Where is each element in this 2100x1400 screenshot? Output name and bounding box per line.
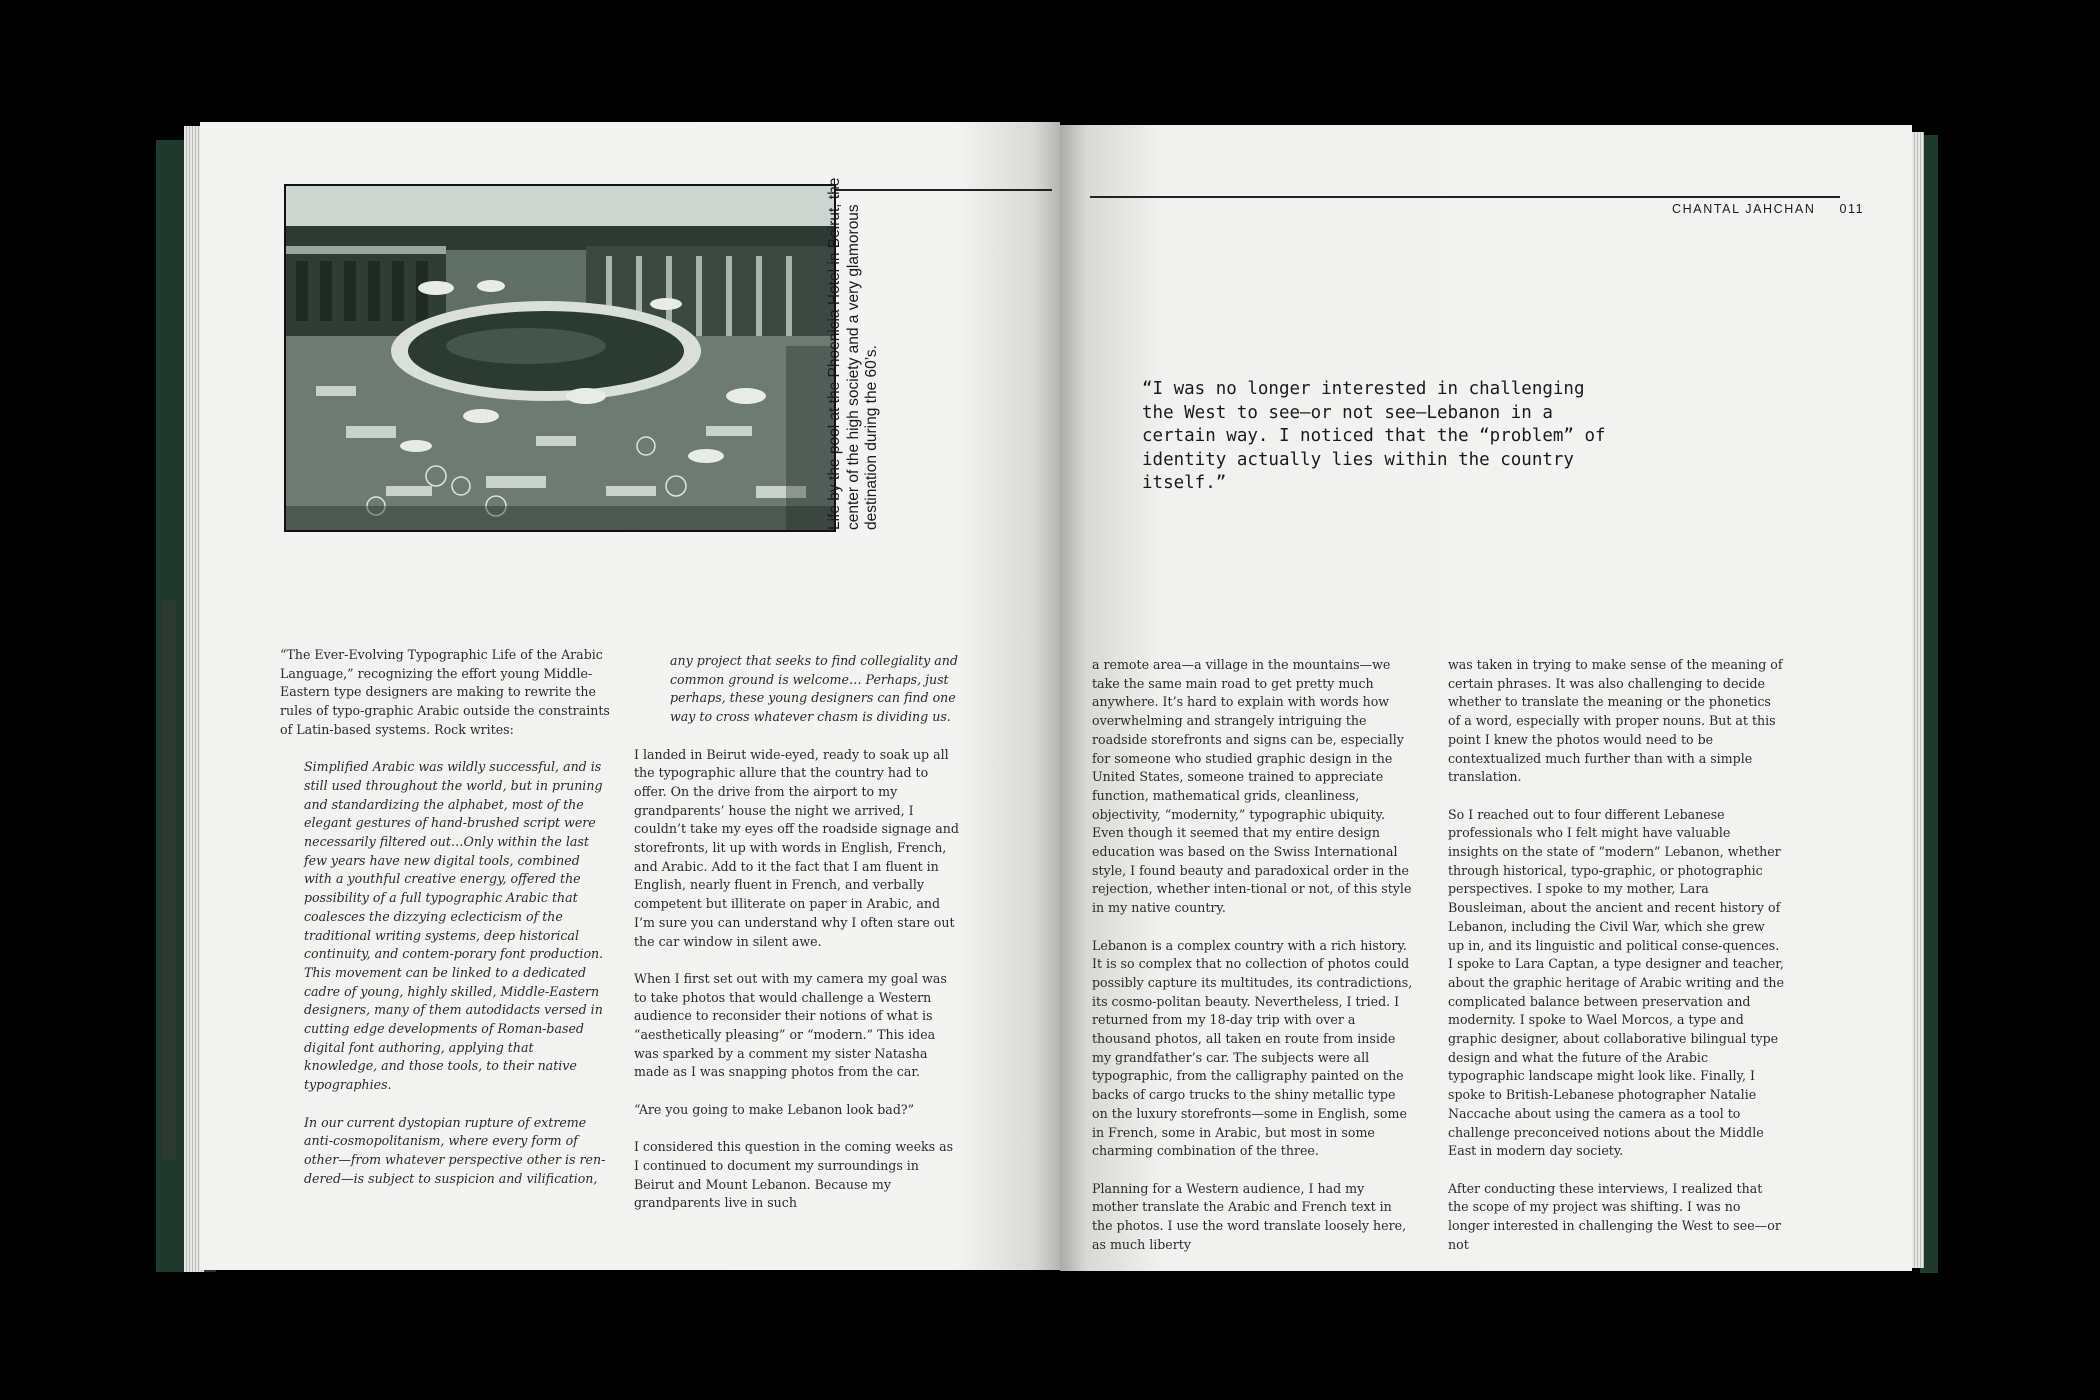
paragraph: So I reached out to four different Lebanese professionals who I felt might have valuable insights on the state of “modern” Lebanon, whether through historical, typo-graphic, or photographic perspectives. I spoke to my mother, Lara Bousleiman, about the ancient and recent history of Lebanon, including the Civil War, which she grew up in, and its linguistic and political conse-quences. I spoke to Lara Captan, a type designer and teacher, about the graphic heritage of Arabic writing and the complicated balance between preservation and modernity. I spoke to Wael Morcos, a type and graphic designer, about collaborative bilingual type design and what the future of the Arabic typographic landscape might look like. Finally, I spoke to British-Lebanese photographer Natalie Naccache about using the camera as a tool to challenge preconceived notions about the Middle East in modern day society. bbox=[1448, 806, 1784, 1159]
text-column-1 bbox=[280, 646, 610, 1188]
paragraph: “Are you going to make Lebanon look bad?” bbox=[634, 1101, 915, 1117]
block-quote: In our current dystopian rupture of extreme anti-cosmopolitanism, where every form of other—from whatever perspective other is ren-dered—is subject to suspicion and vilification, bbox=[304, 1114, 606, 1186]
running-head bbox=[1672, 202, 1864, 216]
paragraph: was taken in trying to make sense of the meaning of certain phrases. It was also challenging to decide whether to translate the meaning or the phonetics of a word, especially with proper nouns. But at this point I knew the photos would need to be contextualized much further than with a simple translation. bbox=[1448, 657, 1783, 785]
block-quote: any project that seeks to find collegiality and common ground is welcome… Perhaps, just perhaps, these young designers can find one way to cross whatever chasm is dividing us. bbox=[670, 653, 958, 725]
author-name: CHANTAL JAHCHAN bbox=[1672, 202, 1816, 216]
photo-caption: Life by the pool at the Phoenicia Hotel in Beirut, the center of the high society and a very glamorous destination during the 60’s. bbox=[826, 177, 880, 530]
paragraph: I landed in Beirut wide-eyed, ready to soak up all the typographic allure that the country had to offer. On the drive from the airport to my grandparents’ house the night we arrived, I couldn’t take my eyes off the roadside signage and storefronts, lit up with words in English, French, and Arabic. Add to it the fact that I am fluent in English, nearly fluent in French, and verbally competent but illiterate on paper in Arabic, and I’m sure you can understand why I often stare out the car window in silent awe. bbox=[634, 746, 959, 949]
paragraph: Planning for a Western audience, I had my mother translate the Arabic and French text in the photos. I use the word translate loosely here, as much liberty bbox=[1092, 1180, 1407, 1252]
paragraph: After conducting these interviews, I realized that the scope of my project was shifting. I was no longer interested in challenging the West to see—or not bbox=[1448, 1180, 1781, 1252]
pull-quote: “I was no longer interested in challenging the West to see—or not see—Lebanon in a certain way. I noticed that the “problem” of identity actually lies within the country itself.” bbox=[1142, 379, 1606, 493]
text-column-3 bbox=[1092, 656, 1414, 1254]
text-column-2 bbox=[634, 652, 960, 1213]
pool-photo-icon bbox=[286, 186, 834, 530]
header-rule bbox=[1090, 196, 1840, 198]
paragraph: “The Ever-Evolving Typographic Life of the Arabic Language,” recognizing the effort young Middle-Eastern type designers are making to rewrite the rules of typo-graphic Arabic outside the constraints of Latin-based systems. Rock writes: bbox=[280, 647, 610, 737]
paragraph: I considered this question in the coming weeks as I continued to document my surroundings in Beirut and Mount Lebanon. Because my grandparents live in such bbox=[634, 1139, 954, 1211]
pool-photo bbox=[284, 184, 836, 532]
text-column-4 bbox=[1448, 656, 1784, 1254]
paragraph: a remote area—a village in the mountains—we take the same main road to get pretty much anywhere. It’s hard to explain with words how overwhelming and strangely intriguing the roadside storefronts and signs can be, especially for someone who studied graphic design in the United States, someone trained to appreciate function, mathematical grids, cleanliness, objectivity, “modernity,” typographic ubiquity. Even though it seemed that my entire design education was based on the Swiss International style, I found beauty and paradoxical order in the rejection, whether inten-tional or not, of this style in my native country. bbox=[1092, 657, 1412, 916]
cover-shadow-strip bbox=[162, 600, 176, 1160]
paragraph: When I first set out with my camera my goal was to take photos that would challenge a Western audience to reconsider their notions of what is “aesthetically pleasing” or “modern.” This idea was sparked by a comment my sister Natasha made as I was snapping photos from the car. bbox=[634, 970, 947, 1080]
block-quote: Simplified Arabic was wildly successful, and is still used throughout the world, but in pruning and standardizing the alphabet, most of the elegant gestures of hand-brushed script were necessarily filtered out…Only within the last few years have new digital tools, combined with a youthful creative energy, offered the possibility of a full typographic Arabic that coalesces the dizzying eclecticism of the traditional writing systems, deep historical continuity, and contem-porary font production. This movement can be linked to a dedicated cadre of young, highly skilled, Middle-Eastern designers, many of them autodidacts versed in cutting edge developments of Roman-based digital font authoring, applying that knowledge, and those tools, to their native typographies. bbox=[304, 759, 604, 1093]
paragraph: Lebanon is a complex country with a rich history. It is so complex that no collection of photos could possibly capture its multitudes, its contradictions, its cosmo-politan beauty. Nevertheless, I tried. I returned from my 18-day trip with over a thousand photos, all taken en route from inside my grandfather’s car. The subjects were all typographic, from the calligraphy painted on the backs of cargo trucks to the shiny metallic type on the luxury storefronts—some in English, some in French, some in Arabic, but most in some charming combination of the three. bbox=[1092, 937, 1413, 1159]
page-number: 011 bbox=[1839, 202, 1865, 216]
